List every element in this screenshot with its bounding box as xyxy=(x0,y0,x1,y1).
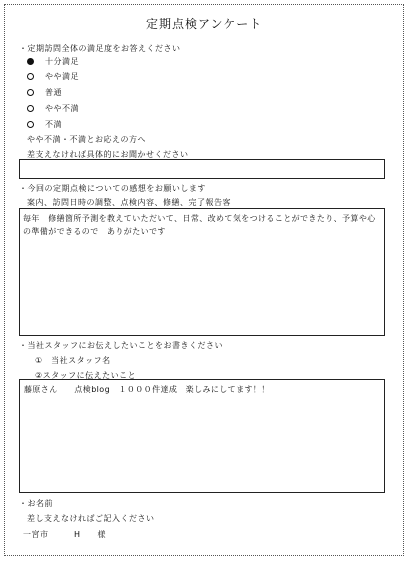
q2-question: ・今回の定期点検についての感想をお願いします xyxy=(19,184,206,193)
q1-option-2[interactable]: 普通 xyxy=(27,87,62,98)
q2-answer-box[interactable] xyxy=(19,208,385,336)
q3-item1: ① 当社スタッフ名 xyxy=(35,356,111,365)
radio-empty-icon[interactable] xyxy=(27,89,34,96)
q1-option-1[interactable]: やや満足 xyxy=(27,71,79,82)
q1-followup-line2: 差支えなければ具体的にお聞かせください xyxy=(27,150,189,159)
radio-empty-icon[interactable] xyxy=(27,105,34,112)
q4-answer-text[interactable]: 一宮市 H 様 xyxy=(23,530,107,539)
q4-question: ・お名前 xyxy=(19,499,53,508)
questionnaire-sheet xyxy=(4,4,404,556)
q1-followup-line1: やや不満・不満とお応えの方へ xyxy=(27,135,146,144)
q4-hint: 差し支えなければご記入ください xyxy=(27,514,155,523)
form-title: 定期点検アンケート xyxy=(146,17,263,31)
radio-selected-icon[interactable] xyxy=(27,58,34,65)
q1-option-3[interactable]: やや不満 xyxy=(27,103,79,114)
q3-answer-box[interactable] xyxy=(19,379,385,493)
q1-option-0[interactable]: 十分満足 xyxy=(27,56,79,67)
q1-answer-text xyxy=(20,160,384,166)
radio-empty-icon[interactable] xyxy=(27,73,34,80)
q1-answer-box[interactable] xyxy=(19,159,385,179)
q3-answer-text: 藤原さん 点検blog １０００件達成 楽しみにしてます！！ xyxy=(24,385,270,394)
q3-question: ・当社スタッフにお伝えしたいことをお書きください xyxy=(19,341,223,350)
q1-option-4[interactable]: 不満 xyxy=(27,119,62,130)
radio-empty-icon[interactable] xyxy=(27,121,34,128)
q3-item2: ②スタッフに伝えたいこと xyxy=(35,371,137,380)
q1-question: ・定期訪問全体の満足度をお答えください xyxy=(19,44,181,53)
q2-answer-text: 毎年 修繕箇所予測を教えていただいて、日常、改めて気をつけることができたり、予算や心の準備ができるので ありがたいです xyxy=(23,214,376,236)
q2-hint: 案内、訪問日時の調整、点検内容、修繕、完了報告客 xyxy=(27,198,231,207)
